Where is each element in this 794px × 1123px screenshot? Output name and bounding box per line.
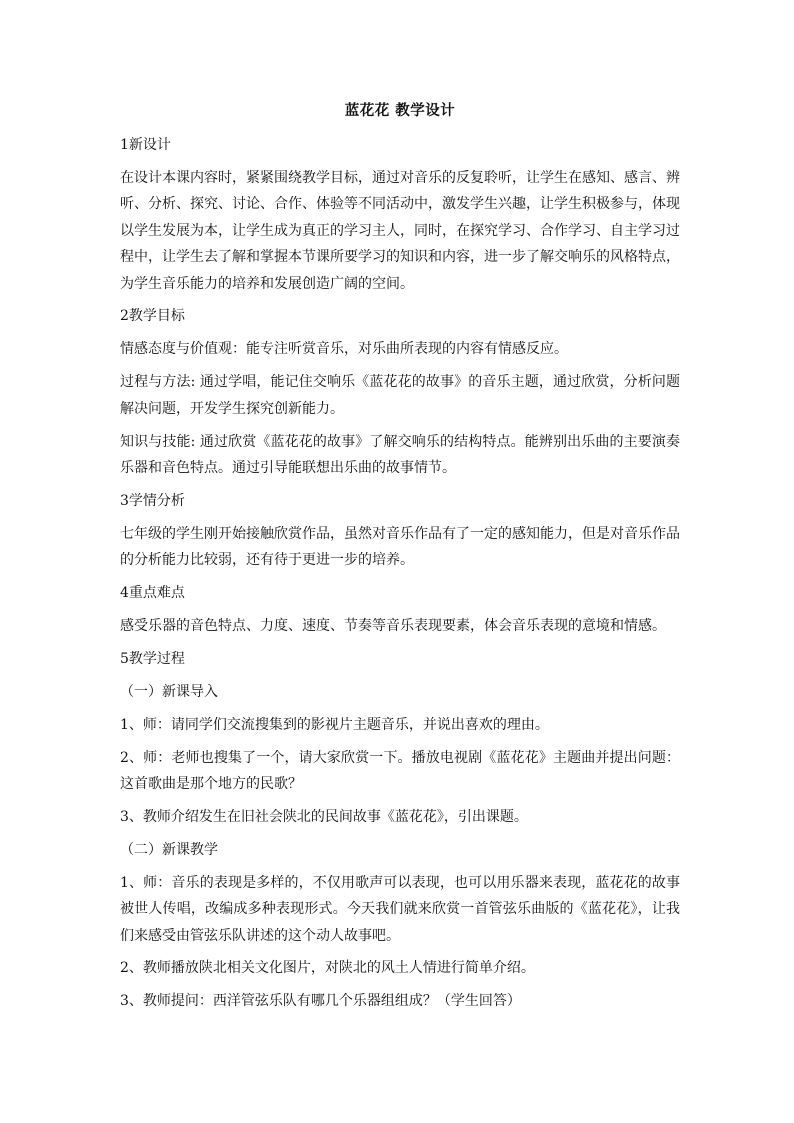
section-heading-process: 5教学过程 bbox=[120, 650, 185, 667]
list-item: 3、教师提问：西洋管弦乐队有哪几个乐器组组成？（学生回答） bbox=[120, 993, 521, 1010]
section-heading-analysis: 3学情分析 bbox=[120, 492, 185, 509]
paragraph-goal-knowledge: 知识与技能: 通过欣赏《蓝花花的故事》了解交响乐的结构特点。能辨别出乐曲的主要演奏乐器和音色特点。通过引导能联想出乐曲的故事情节。 bbox=[120, 433, 680, 476]
section-heading-goals: 2教学目标 bbox=[120, 308, 185, 325]
section-heading-design: 1新设计 bbox=[120, 137, 171, 153]
document-page bbox=[120, 100, 680, 1021]
subheading-intro: （一）新课导入 bbox=[120, 683, 218, 700]
document-title: 蓝花花 教学设计 bbox=[344, 102, 456, 119]
list-item: 1、师：音乐的表现是多样的，不仅用歌声可以表现，也可以用乐器来表现，蓝花花的故事被世人传唱，改编成多种表现形式。今天我们就来欣赏一首管弦乐曲版的《蓝花花》，让我们来感受由管弦乐队讲述的这个动人故事吧。 bbox=[120, 874, 680, 944]
paragraph-design: 在设计本课内容时，紧紧围绕教学目标，通过对音乐的反复聆听，让学生在感知、感言、辨听、分析、探究、讨论、合作、体验等不同活动中，激发学生兴趣，让学生积极参与，体现以学生发展为本，让学生成为真正的学习主人，同时，在探究学习、合作学习、自主学习过程中，让学生去了解和掌握本节课所要学习的知识和内容，进一步了解交响乐的风格特点，为学生音乐能力的培养和发展创造广阔的空间。 bbox=[120, 169, 680, 292]
paragraph-analysis: 七年级的学生刚开始接触欣赏作品，虽然对音乐作品有了一定的感知能力，但是对音乐作品的分析能力比较弱，还有待于更进一步的培养。 bbox=[120, 525, 680, 569]
paragraph-goal-process: 过程与方法: 通过学唱，能记住交响乐《蓝花花的故事》的音乐主题，通过欣赏，分析问题解决问题，开发学生探究创新能力。 bbox=[120, 374, 680, 417]
list-item: 3、教师介绍发生在旧社会陕北的民间故事《蓝花花》，引出课题。 bbox=[120, 808, 528, 825]
section-heading-key-points: 4重点难点 bbox=[120, 585, 185, 602]
subheading-new-lesson: （二）新课教学 bbox=[120, 841, 218, 858]
list-item: 2、师：老师也搜集了一个，请大家欣赏一下。播放电视剧《蓝花花》主题曲并提出问题：这首歌曲是那个地方的民歌？ bbox=[120, 749, 680, 793]
list-item: 1、师：请同学们交流搜集到的影视片主题音乐，并说出喜欢的理由。 bbox=[120, 716, 549, 733]
paragraph-goal-emotion: 情感态度与价值观：能专注听赏音乐，对乐曲所表现的内容有情感反应。 bbox=[120, 341, 568, 358]
list-item: 2、教师播放陕北相关文化图片，对陕北的风土人情进行简单介绍。 bbox=[120, 960, 535, 977]
paragraph-key-points: 感受乐器的音色特点、力度、速度、节奏等音乐表现要素，体会音乐表现的意境和情感。 bbox=[120, 618, 666, 634]
